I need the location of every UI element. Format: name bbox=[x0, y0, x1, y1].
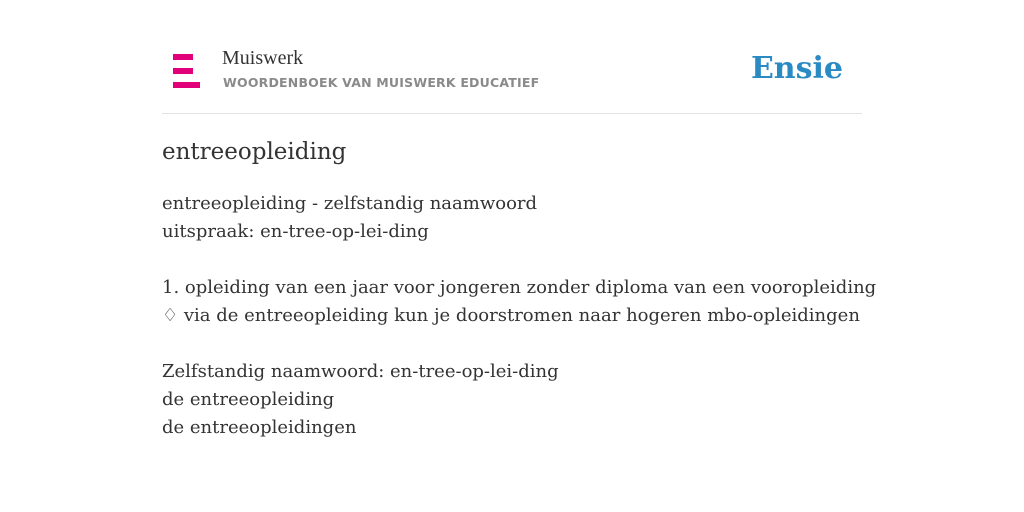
definition-body bbox=[162, 190, 882, 442]
logo-bar-middle bbox=[173, 68, 193, 74]
pronunciation: uitspraak: en-tree-op-lei-ding bbox=[162, 221, 429, 242]
muiswerk-logo-icon[interactable] bbox=[173, 54, 200, 88]
spacer bbox=[162, 246, 882, 274]
sense-definition: 1. opleiding van een jaar voor jongeren zonder diploma van een vooropleiding bbox=[162, 277, 877, 298]
plural-form: de entreeopleidingen bbox=[162, 417, 357, 438]
logo-bar-top bbox=[173, 54, 193, 60]
entry-content bbox=[162, 136, 882, 442]
entry-heading-line: entreeopleiding - zelfstandig naamwoord bbox=[162, 193, 538, 214]
spacer bbox=[162, 330, 882, 358]
header bbox=[162, 0, 862, 114]
singular-form: de entreeopleiding bbox=[162, 389, 335, 410]
usage-example: ♢ via de entreeopleiding kun je doorstromen naar hogeren mbo-opleidingen bbox=[162, 305, 860, 326]
grammar-heading: Zelfstandig naamwoord: en-tree-op-lei-ding bbox=[162, 361, 559, 382]
ensie-logo-link[interactable]: Ensie bbox=[750, 51, 843, 86]
page-title: entreeopleiding bbox=[162, 139, 347, 165]
logo-bar-bottom bbox=[173, 82, 200, 88]
publisher-subtitle: WOORDENBOEK VAN MUISWERK EDUCATIEF bbox=[223, 75, 540, 90]
publisher-name[interactable]: Muiswerk bbox=[222, 47, 304, 69]
